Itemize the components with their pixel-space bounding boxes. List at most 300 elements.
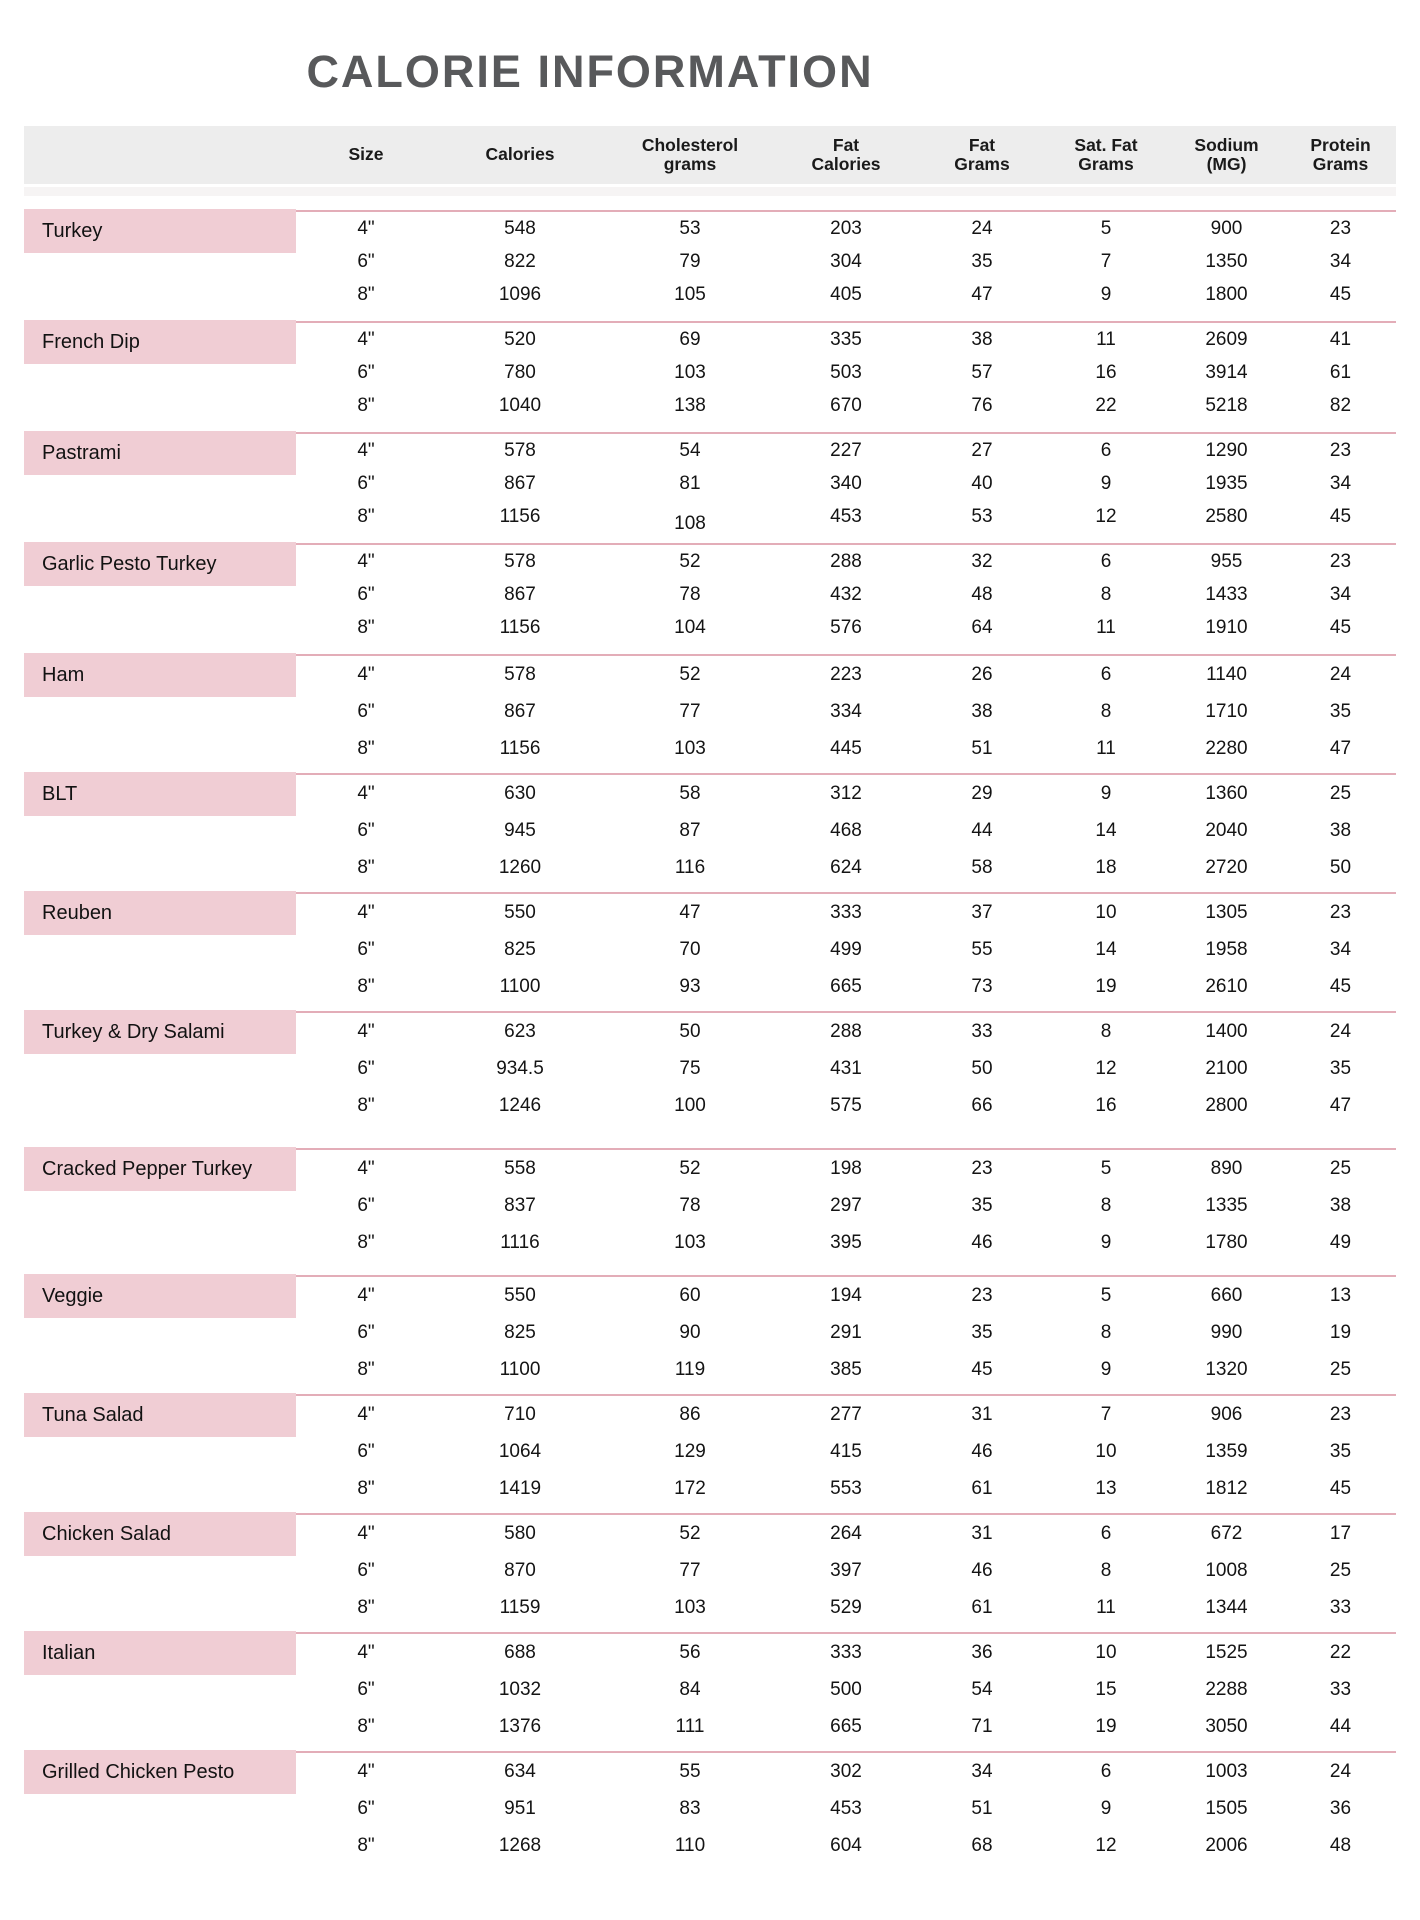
cell-sodium: 1350 <box>1205 250 1248 272</box>
cell-sodium: 2280 <box>1205 737 1248 759</box>
item-section <box>24 1632 1396 1745</box>
table-row <box>24 1050 1396 1087</box>
cell-fat-calories: 304 <box>830 250 862 272</box>
cell-protein: 33 <box>1329 1596 1352 1618</box>
cell-fat-grams: 68 <box>971 1834 993 1856</box>
item-label-cell <box>24 1013 300 1050</box>
item-label-cell <box>24 693 300 730</box>
cell-fat-grams: 76 <box>971 394 993 416</box>
cell-fat-grams: 46 <box>971 1440 993 1462</box>
cell-size: 8" <box>357 1477 375 1499</box>
table-row <box>24 894 1396 931</box>
item-label-cell <box>24 1277 300 1314</box>
item-name: Grilled Chicken Pesto <box>24 1750 296 1794</box>
cell-size: 6" <box>357 250 375 272</box>
item-name: Cracked Pepper Turkey <box>24 1147 296 1191</box>
cell-calories: 951 <box>504 1797 536 1819</box>
cell-size: 8" <box>357 1834 375 1856</box>
cell-sat-fat: 6 <box>1100 1760 1112 1782</box>
table-row <box>24 1150 1396 1187</box>
cell-fat-calories: 445 <box>830 737 862 759</box>
table-row <box>24 1187 1396 1224</box>
cell-size: 8" <box>357 1715 375 1737</box>
item-label-cell <box>24 812 300 849</box>
cell-cholesterol: 103 <box>674 361 706 383</box>
cell-protein: 45 <box>1329 505 1352 527</box>
cell-size: 6" <box>357 1440 375 1462</box>
table-row <box>24 245 1396 278</box>
item-section <box>24 210 1396 311</box>
cell-fat-calories: 553 <box>830 1477 862 1499</box>
cell-size: 4" <box>357 782 375 804</box>
item-section <box>24 1011 1396 1124</box>
cell-calories: 520 <box>504 328 536 350</box>
cell-fat-grams: 34 <box>971 1760 993 1782</box>
cell-sodium: 1710 <box>1205 700 1248 722</box>
item-name: Turkey & Dry Salami <box>24 1010 296 1054</box>
cell-protein: 34 <box>1329 250 1352 272</box>
cell-protein: 82 <box>1329 394 1352 416</box>
cell-fat-grams: 50 <box>971 1057 993 1079</box>
cell-fat-grams: 46 <box>971 1231 993 1253</box>
cell-cholesterol: 54 <box>679 439 701 461</box>
cell-calories: 780 <box>504 361 536 383</box>
cell-sodium: 1290 <box>1205 439 1248 461</box>
cell-fat-grams: 38 <box>971 328 993 350</box>
cell-sat-fat: 7 <box>1100 250 1112 272</box>
table-row <box>24 1087 1396 1124</box>
table-row <box>24 1277 1396 1314</box>
cell-fat-calories: 385 <box>830 1358 862 1380</box>
cell-fat-grams: 51 <box>971 737 993 759</box>
cell-sat-fat: 19 <box>1095 1715 1117 1737</box>
cell-size: 8" <box>357 394 375 416</box>
item-name: Garlic Pesto Turkey <box>24 542 296 586</box>
cell-fat-calories: 397 <box>830 1559 862 1581</box>
cell-fat-grams: 27 <box>971 439 993 461</box>
table-row <box>24 389 1396 422</box>
cell-fat-calories: 291 <box>830 1321 862 1343</box>
cell-sodium: 1525 <box>1205 1641 1248 1663</box>
cell-size: 6" <box>357 700 375 722</box>
cell-calories: 934.5 <box>496 1057 544 1079</box>
table-row <box>24 693 1396 730</box>
item-label-cell <box>24 356 300 389</box>
cell-cholesterol: 90 <box>679 1321 701 1343</box>
cell-size: 4" <box>357 663 375 685</box>
cell-fat-calories: 227 <box>830 439 862 461</box>
cell-fat-calories: 499 <box>830 938 862 960</box>
cell-calories: 1376 <box>498 1715 542 1737</box>
item-section <box>24 1513 1396 1626</box>
cell-cholesterol: 104 <box>674 616 706 638</box>
cell-protein: 45 <box>1329 616 1352 638</box>
cell-protein: 50 <box>1329 856 1352 878</box>
cell-calories: 837 <box>504 1194 536 1216</box>
table-row <box>24 1013 1396 1050</box>
table-row <box>24 545 1396 578</box>
cell-fat-grams: 35 <box>971 1194 993 1216</box>
cell-size: 6" <box>357 1797 375 1819</box>
header-label: Calories <box>811 154 881 174</box>
cell-cholesterol: 111 <box>675 1715 705 1737</box>
cell-fat-calories: 203 <box>830 217 862 239</box>
cell-fat-calories: 194 <box>830 1284 862 1306</box>
item-label-cell <box>24 212 300 245</box>
cell-fat-calories: 453 <box>830 505 862 527</box>
cell-sodium: 1910 <box>1205 616 1248 638</box>
cell-sodium: 2040 <box>1205 819 1248 841</box>
cell-fat-grams: 61 <box>971 1477 993 1499</box>
cell-protein: 24 <box>1329 663 1352 685</box>
cell-sat-fat: 16 <box>1095 361 1117 383</box>
cell-calories: 825 <box>504 938 536 960</box>
cell-sat-fat: 9 <box>1100 472 1112 494</box>
cell-fat-calories: 665 <box>830 975 862 997</box>
cell-size: 8" <box>357 1358 375 1380</box>
cell-protein: 45 <box>1329 1477 1352 1499</box>
cell-sodium: 2006 <box>1205 1834 1248 1856</box>
table-row <box>24 611 1396 644</box>
item-label-cell <box>24 931 300 968</box>
cell-size: 4" <box>357 1403 375 1425</box>
header-label: Grams <box>1078 154 1134 174</box>
cell-calories: 825 <box>504 1321 536 1343</box>
item-label-cell <box>24 323 300 356</box>
cell-fat-grams: 35 <box>971 250 993 272</box>
table-row <box>24 323 1396 356</box>
cell-size: 4" <box>357 1760 375 1782</box>
cell-fat-grams: 55 <box>971 938 993 960</box>
cell-sat-fat: 8 <box>1100 583 1112 605</box>
cell-fat-grams: 51 <box>971 1797 993 1819</box>
cell-sodium: 1344 <box>1205 1596 1248 1618</box>
cell-cholesterol: 77 <box>679 1559 701 1581</box>
calorie-table <box>24 126 1396 1864</box>
cell-size: 8" <box>357 737 375 759</box>
cell-sat-fat: 12 <box>1095 505 1117 527</box>
cell-sodium: 1140 <box>1206 663 1247 685</box>
cell-calories: 630 <box>504 782 536 804</box>
cell-fat-calories: 333 <box>830 1641 862 1663</box>
cell-sat-fat: 8 <box>1100 700 1112 722</box>
cell-protein: 23 <box>1329 550 1352 572</box>
table-row <box>24 1351 1396 1388</box>
table-row <box>24 1470 1396 1507</box>
cell-sodium: 1505 <box>1205 1797 1248 1819</box>
cell-size: 8" <box>357 283 375 305</box>
cell-fat-calories: 297 <box>830 1194 862 1216</box>
cell-protein: 22 <box>1329 1641 1352 1663</box>
cell-sat-fat: 5 <box>1100 217 1112 239</box>
cell-cholesterol: 105 <box>674 283 706 305</box>
cell-cholesterol: 53 <box>679 217 701 239</box>
table-row <box>24 812 1396 849</box>
header-shadow-strip <box>24 187 1396 196</box>
item-section <box>24 654 1396 767</box>
cell-protein: 24 <box>1329 1020 1352 1042</box>
cell-calories: 1156 <box>499 616 541 638</box>
cell-cholesterol: 50 <box>679 1020 701 1042</box>
cell-sat-fat: 8 <box>1100 1194 1112 1216</box>
cell-protein: 36 <box>1329 1797 1352 1819</box>
cell-protein: 45 <box>1329 975 1352 997</box>
item-name: Italian <box>24 1631 296 1675</box>
header-cell-calories <box>432 145 608 164</box>
header-label: Fat <box>968 134 996 155</box>
item-label-cell <box>24 1433 300 1470</box>
header-label: grams <box>663 154 717 174</box>
cell-fat-calories: 432 <box>830 583 862 605</box>
item-label-cell <box>24 968 300 1005</box>
item-section <box>24 1751 1396 1864</box>
cell-sat-fat: 11 <box>1096 737 1116 759</box>
cell-calories: 578 <box>504 550 536 572</box>
cell-calories: 1156 <box>499 505 541 527</box>
cell-calories: 867 <box>504 700 536 722</box>
header-label: Sat. Fat <box>1074 134 1138 155</box>
cell-sat-fat: 9 <box>1100 1231 1112 1253</box>
item-label-cell <box>24 1827 300 1864</box>
cell-fat-grams: 32 <box>971 550 993 572</box>
header-cell-fat-calories <box>772 136 920 175</box>
cell-size: 6" <box>357 938 375 960</box>
cell-calories: 550 <box>504 901 536 923</box>
item-label-cell <box>24 611 300 644</box>
cell-size: 6" <box>357 1678 375 1700</box>
cell-protein: 47 <box>1329 1094 1352 1116</box>
cell-sodium: 1958 <box>1205 938 1248 960</box>
header-label: Fat <box>832 134 860 155</box>
cell-fat-calories: 333 <box>830 901 862 923</box>
cell-protein: 23 <box>1329 901 1352 923</box>
cell-fat-calories: 670 <box>830 394 862 416</box>
cell-protein: 25 <box>1329 1559 1352 1581</box>
item-section <box>24 321 1396 422</box>
cell-size: 6" <box>357 1559 375 1581</box>
header-cell-cholesterol <box>608 136 772 175</box>
cell-sodium: 1003 <box>1205 1760 1248 1782</box>
cell-fat-grams: 26 <box>971 663 993 685</box>
cell-cholesterol: 52 <box>679 663 701 685</box>
cell-calories: 870 <box>504 1559 536 1581</box>
cell-protein: 23 <box>1329 1403 1352 1425</box>
cell-fat-grams: 71 <box>971 1715 993 1737</box>
cell-size: 6" <box>357 1321 375 1343</box>
item-name: French Dip <box>24 320 296 364</box>
cell-calories: 1096 <box>498 283 542 305</box>
cell-cholesterol: 47 <box>679 901 701 923</box>
item-section <box>24 773 1396 886</box>
cell-sodium: 906 <box>1210 1403 1243 1425</box>
cell-cholesterol: 108 <box>674 512 706 534</box>
cell-protein: 61 <box>1329 361 1352 383</box>
table-row <box>24 1224 1396 1261</box>
table-row <box>24 1589 1396 1626</box>
table-row <box>24 578 1396 611</box>
cell-sodium: 1400 <box>1205 1020 1248 1042</box>
cell-fat-grams: 57 <box>971 361 993 383</box>
cell-calories: 822 <box>504 250 536 272</box>
cell-sat-fat: 9 <box>1100 1797 1112 1819</box>
item-name: Tuna Salad <box>24 1393 296 1437</box>
cell-fat-calories: 264 <box>830 1522 862 1544</box>
page-title: CALORIE INFORMATION <box>306 46 874 97</box>
cell-sodium: 660 <box>1210 1284 1243 1306</box>
item-label-cell <box>24 730 300 767</box>
cell-sat-fat: 8 <box>1100 1321 1112 1343</box>
cell-calories: 867 <box>504 583 536 605</box>
cell-cholesterol: 81 <box>679 472 701 494</box>
cell-size: 8" <box>357 1596 375 1618</box>
cell-sat-fat: 15 <box>1095 1678 1117 1700</box>
item-label-cell <box>24 1515 300 1552</box>
item-label-cell <box>24 656 300 693</box>
cell-calories: 623 <box>504 1020 536 1042</box>
cell-protein: 34 <box>1329 472 1352 494</box>
header-label: Sodium <box>1194 134 1259 155</box>
cell-sat-fat: 12 <box>1095 1057 1117 1079</box>
item-label-cell <box>24 1224 300 1261</box>
cell-fat-grams: 29 <box>971 782 993 804</box>
table-header-row <box>24 126 1396 184</box>
cell-fat-grams: 45 <box>971 1358 993 1380</box>
item-label-cell <box>24 245 300 278</box>
cell-protein: 38 <box>1329 819 1352 841</box>
item-name: BLT <box>24 772 296 816</box>
cell-calories: 867 <box>504 472 536 494</box>
item-label-cell <box>24 1790 300 1827</box>
cell-cholesterol: 52 <box>679 550 701 572</box>
item-section <box>24 543 1396 644</box>
cell-protein: 35 <box>1329 1440 1352 1462</box>
cell-sat-fat: 22 <box>1095 394 1117 416</box>
cell-calories: 550 <box>504 1284 536 1306</box>
cell-calories: 1156 <box>499 737 541 759</box>
cell-cholesterol: 110 <box>674 1834 706 1856</box>
item-name: Pastrami <box>24 431 296 475</box>
cell-protein: 17 <box>1329 1522 1352 1544</box>
cell-protein: 49 <box>1329 1231 1352 1253</box>
cell-fat-grams: 40 <box>971 472 993 494</box>
cell-size: 4" <box>357 1522 375 1544</box>
cell-cholesterol: 138 <box>674 394 706 416</box>
cell-protein: 24 <box>1329 1760 1352 1782</box>
cell-sodium: 900 <box>1210 217 1243 239</box>
cell-fat-calories: 500 <box>830 1678 862 1700</box>
item-label-cell <box>24 1087 300 1124</box>
cell-sodium: 672 <box>1210 1522 1243 1544</box>
cell-sat-fat: 14 <box>1095 819 1117 841</box>
cell-fat-calories: 529 <box>830 1596 862 1618</box>
cell-protein: 13 <box>1329 1284 1352 1306</box>
cell-protein: 41 <box>1329 328 1352 350</box>
cell-calories: 710 <box>504 1403 536 1425</box>
cell-cholesterol: 84 <box>679 1678 701 1700</box>
cell-calories: 1100 <box>499 975 541 997</box>
item-label-cell <box>24 1708 300 1745</box>
header-label: Size <box>348 144 384 165</box>
cell-size: 8" <box>357 856 375 878</box>
item-label-cell <box>24 1050 300 1087</box>
cell-size: 6" <box>357 472 375 494</box>
cell-cholesterol: 52 <box>679 1522 701 1544</box>
cell-sodium: 3914 <box>1205 361 1248 383</box>
cell-fat-calories: 624 <box>830 856 862 878</box>
item-label-cell <box>24 1396 300 1433</box>
item-label-cell <box>24 1671 300 1708</box>
cell-sat-fat: 18 <box>1095 856 1117 878</box>
item-label-cell <box>24 894 300 931</box>
cell-sodium: 955 <box>1210 550 1243 572</box>
table-row <box>24 1753 1396 1790</box>
table-row <box>24 968 1396 1005</box>
item-label-cell <box>24 1470 300 1507</box>
cell-sodium: 1305 <box>1205 901 1248 923</box>
cell-size: 4" <box>357 901 375 923</box>
cell-size: 8" <box>357 616 375 638</box>
cell-fat-grams: 54 <box>971 1678 993 1700</box>
cell-sat-fat: 13 <box>1095 1477 1117 1499</box>
cell-sodium: 2609 <box>1205 328 1248 350</box>
cell-cholesterol: 100 <box>674 1094 706 1116</box>
item-label-cell <box>24 1753 300 1790</box>
table-row <box>24 931 1396 968</box>
cell-fat-grams: 66 <box>971 1094 993 1116</box>
cell-fat-grams: 37 <box>971 901 993 923</box>
item-name: Chicken Salad <box>24 1512 296 1556</box>
cell-size: 8" <box>357 505 375 527</box>
header-cell-sodium <box>1168 136 1285 175</box>
cell-fat-grams: 33 <box>971 1020 993 1042</box>
cell-calories: 1419 <box>498 1477 542 1499</box>
header-label: Grams <box>954 154 1010 174</box>
cell-calories: 578 <box>504 663 536 685</box>
cell-fat-grams: 23 <box>971 1157 993 1179</box>
table-row <box>24 1552 1396 1589</box>
cell-sodium: 890 <box>1210 1157 1243 1179</box>
cell-cholesterol: 103 <box>674 1231 706 1253</box>
item-label-cell <box>24 1351 300 1388</box>
cell-calories: 945 <box>504 819 536 841</box>
cell-cholesterol: 78 <box>679 583 701 605</box>
header-label: (MG) <box>1206 154 1247 174</box>
cell-fat-grams: 58 <box>971 856 993 878</box>
cell-calories: 688 <box>504 1641 536 1663</box>
cell-cholesterol: 75 <box>679 1057 701 1079</box>
cell-cholesterol: 119 <box>674 1358 706 1380</box>
cell-calories: 558 <box>504 1157 536 1179</box>
cell-cholesterol: 55 <box>679 1760 701 1782</box>
cell-size: 6" <box>357 583 375 605</box>
item-label-cell <box>24 500 300 533</box>
cell-sodium: 1433 <box>1205 583 1248 605</box>
cell-size: 4" <box>357 1641 375 1663</box>
cell-cholesterol: 60 <box>679 1284 701 1306</box>
cell-protein: 25 <box>1329 1358 1352 1380</box>
cell-sodium: 1359 <box>1205 1440 1248 1462</box>
cell-sat-fat: 19 <box>1095 975 1117 997</box>
cell-size: 4" <box>357 217 375 239</box>
cell-sat-fat: 6 <box>1100 663 1112 685</box>
cell-cholesterol: 116 <box>674 856 706 878</box>
table-row <box>24 212 1396 245</box>
cell-calories: 580 <box>504 1522 536 1544</box>
item-label-cell <box>24 467 300 500</box>
table-row <box>24 1396 1396 1433</box>
item-label-cell <box>24 434 300 467</box>
cell-fat-calories: 288 <box>830 1020 862 1042</box>
